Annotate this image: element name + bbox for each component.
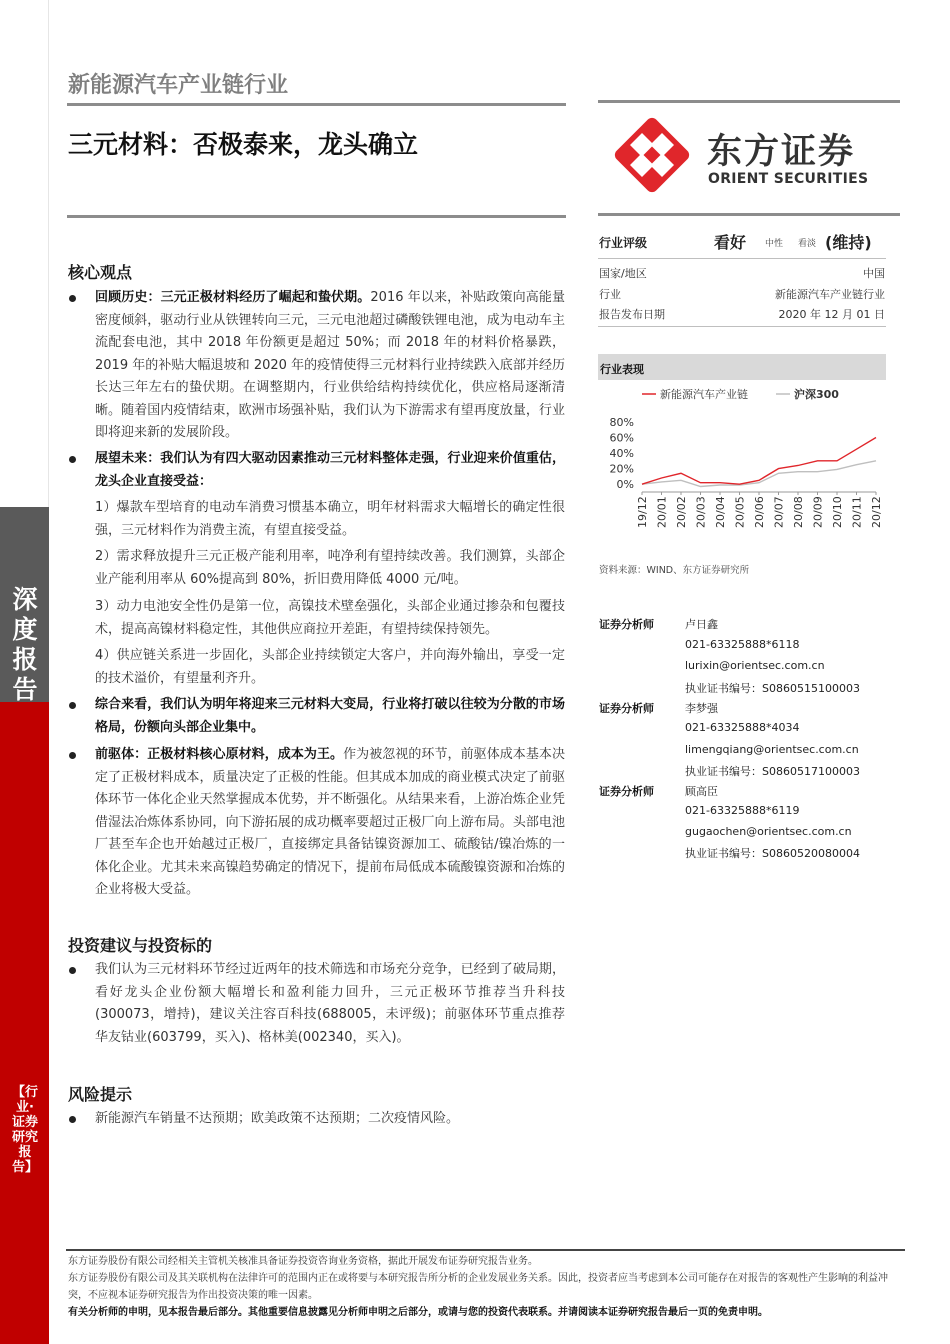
analyst-phone: 021-63325888*6119 <box>685 804 800 817</box>
analyst-phone: 021-63325888*6118 <box>685 638 800 651</box>
core-paragraph-summary <box>95 694 565 739</box>
para-lead: 展望未来：我们认为有四大驱动因素推动三元材料整体走强，行业迎来价值重估，龙头企业直接受益： <box>95 451 565 489</box>
info-value-industry: 新能源汽车产业链行业 <box>775 288 885 301</box>
y-tick-label: 0% <box>616 478 634 492</box>
para-lead: 回顾历史：三元正极材料经历了崛起和蛰伏期。 <box>95 290 371 305</box>
performance-title: 行业表现 <box>600 363 644 376</box>
sidebar-category: 【行业·证券研究报告】 <box>12 1085 39 1175</box>
analyst-cert: 执业证书编号：S0860517100003 <box>685 765 860 778</box>
analyst-phone: 021-63325888*4034 <box>685 721 800 734</box>
section-heading-invest: 投资建议与投资标的 <box>68 936 213 955</box>
driver-4: 4）供应链关系进一步固化，头部企业持续锁定大客户，并向海外输出，享受一定的技术溢价，有望量利齐升。 <box>95 648 565 686</box>
x-tick-label: 20/07 <box>772 496 786 528</box>
rating-status: (维持) <box>825 233 872 252</box>
logo-name-en: ORIENT SECURITIES <box>708 171 869 187</box>
performance-chart <box>598 380 886 555</box>
y-tick-label: 60% <box>609 431 634 445</box>
rating-option-negative: 看淡 <box>798 239 817 249</box>
info-label-region: 国家/地区 <box>599 267 647 280</box>
footer-divider <box>66 1249 905 1251</box>
bullet-icon <box>69 295 76 302</box>
info-value-date: 2020 年 12 月 01 日 <box>778 308 885 321</box>
x-tick-label: 20/06 <box>753 496 766 528</box>
bullet-icon <box>69 1116 76 1123</box>
series-line <box>642 438 876 485</box>
footer-conflict: 东方证券股份有限公司及其关联机构在法律许可的范围内正在或将要与本研究报告所分析的企业发展业务关系。因此，投资者应当考虑到本公司可能存在对报告的客观性产生影响的利益冲突，不应视本证券研究报告为作出投资决策的唯一因素。 <box>68 1273 888 1301</box>
divider <box>598 326 886 327</box>
analyst-cert: 执业证书编号：S0860515100003 <box>685 682 860 695</box>
footer-license: 东方证券股份有限公司经相关主管机关核准具备证券投资咨询业务资格，据此开展发布证券研究报告业务。 <box>68 1256 538 1267</box>
section-heading-risk: 风险提示 <box>68 1085 133 1104</box>
analyst-cert: 执业证书编号：S0860520080004 <box>685 847 860 860</box>
info-label-date: 报告发布日期 <box>599 308 665 321</box>
info-label-industry: 行业 <box>599 288 621 301</box>
section-heading-core: 核心观点 <box>68 263 133 282</box>
x-tick-label: 20/03 <box>694 496 708 528</box>
rating-selected: 看好 <box>714 233 747 252</box>
divider <box>67 103 566 106</box>
y-tick-label: 40% <box>609 447 634 461</box>
driver-3: 3）动力电池安全性仍是第一位，高镍技术壁垒强化，头部企业通过掺杂和包覆技术，提高高镍材料稳定性，其他供应商拉开差距，有望持续保持领先。 <box>95 599 565 637</box>
bullet-icon <box>69 967 76 974</box>
para-body: 2016 年以来，补贴政策向高能量密度倾斜，驱动行业从铁锂转向三元，三元电池超过磷酸铁锂电池，成为电动车主流配套电池，其中 2018 年份额更是超过 50%；而 2018 年的材料价格暴跌，2019 年的补贴大幅退坡和 2020 年的疫情使得三元材料行业持续跌入底部并经历长达三年左右的蛰伏期。在调整期内，行业供给结构持续优化，供应格局逐渐清晰。随着国内疫情结束，欧洲市场强补贴，我们认为下游需求有望再度放量，行业即将迎来新的发展阶段。 <box>95 290 565 440</box>
driver-2: 2）需求释放提升三元正极产能利用率，吨净利有望持续改善。我们测算，头部企业产能利用率从 60%提高到 80%，折旧费用降低 4000 元/吨。 <box>95 549 565 587</box>
rating-label: 行业评级 <box>599 236 648 250</box>
chart-source: 资料来源：WIND、东方证券研究所 <box>599 565 750 576</box>
risk-paragraph: 新能源汽车销量不达预期；欧美政策不达预期；二次疫情风险。 <box>95 1111 460 1126</box>
legend-label: 新能源汽车产业链 <box>660 388 748 401</box>
analyst-name: 卢日鑫 <box>685 618 718 631</box>
bullet-icon <box>69 752 76 759</box>
page-title: 三元材料：否极泰来，龙头确立 <box>68 130 419 159</box>
analyst-label: 证券分析师 <box>599 702 654 715</box>
para-lead: 前驱体：正极材料核心原材料，成本为王。 <box>95 747 344 762</box>
driver-1: 1）爆款车型培育的电动车消费习惯基本确立，明年材料需求大幅增长的确定性很强，三元材料作为消费主流，有望直接受益。 <box>95 500 565 538</box>
logo-name-cn: 东方证券 <box>707 132 856 172</box>
x-tick-label: 20/02 <box>675 496 688 528</box>
analyst-label: 证券分析师 <box>599 785 654 798</box>
y-tick-label: 20% <box>609 462 634 476</box>
legend-label: 沪深300 <box>794 388 839 401</box>
analyst-email[interactable]: lurixin@orientsec.com.cn <box>685 659 825 672</box>
core-paragraph-outlook <box>95 448 565 493</box>
divider <box>598 100 900 103</box>
analyst-email[interactable]: gugaochen@orientsec.com.cn <box>685 825 852 838</box>
analyst-email[interactable]: limengqiang@orientsec.com.cn <box>685 743 859 756</box>
core-paragraph-history <box>95 287 565 445</box>
x-tick-label: 20/05 <box>733 496 747 528</box>
bullet-icon <box>69 702 76 709</box>
x-tick-label: 20/09 <box>811 496 825 528</box>
core-paragraph-precursor <box>95 744 565 902</box>
analyst-label: 证券分析师 <box>599 618 654 631</box>
invest-paragraph: 我们认为三元材料环节经过近两年的技术筛选和市场充分竞争，已经到了破局期，看好龙头企业份额大幅增长和盈利能力回升，三元正极环节推荐当升科技(300073，增持)，建议关注容百科技(688005，未评级)；前驱体环节重点推荐华友钴业(603799，买入)、格林美(002340，买入)。 <box>95 962 565 1045</box>
info-value-region: 中国 <box>863 267 885 280</box>
x-tick-label: 20/10 <box>831 496 844 528</box>
x-tick-label: 20/11 <box>850 496 864 528</box>
x-tick-label: 20/01 <box>655 496 669 528</box>
x-tick-label: 19/12 <box>636 496 649 528</box>
sidebar-report-type: 深度报告 <box>12 585 38 704</box>
analyst-name: 李梦强 <box>685 702 718 715</box>
x-tick-label: 20/12 <box>870 496 883 528</box>
bullet-icon <box>69 456 76 463</box>
divider <box>598 213 900 216</box>
divider <box>598 258 886 259</box>
analyst-name: 顾高臣 <box>685 785 718 798</box>
divider <box>67 215 566 218</box>
y-tick-label: 80% <box>609 415 634 429</box>
x-tick-label: 20/08 <box>792 496 805 528</box>
rating-option-neutral: 中性 <box>765 239 784 249</box>
sidebar-top-blank <box>0 0 49 507</box>
industry-title: 新能源汽车产业链行业 <box>68 73 289 98</box>
para-body: 作为被忽视的环节，前驱体成本基本决定了正极材料成本，质量决定了正极的性能。但其成本加成的商业模式决定了前驱体环节一体化企业天然掌握成本优势，并不断强化。从结果来看，上游冶炼企业凭借湿法冶炼体系协同，向下游拓展的成功概率要超过正极厂向上游布局。头部电池厂甚至车企也开始越过正极厂，直接绑定具备钴镍资源加工、硫酸钴/镍冶炼的一体化企业。尤其未来高镍趋势确定的情况下，提前布局低成本硫酸镍资源和冶炼的企业将极大受益。 <box>95 747 565 897</box>
para-lead: 综合来看，我们认为明年将迎来三元材料大变局，行业将打破以往较为分散的市场格局，份额向头部企业集中。 <box>95 697 565 735</box>
footer-disclaimer: 有关分析师的申明，见本报告最后部分。其他重要信息披露见分析师申明之后部分，或请与您的投资代表联系。并请阅读本证券研究报告最后一页的免责申明。 <box>68 1307 768 1318</box>
x-tick-label: 20/04 <box>714 496 727 528</box>
